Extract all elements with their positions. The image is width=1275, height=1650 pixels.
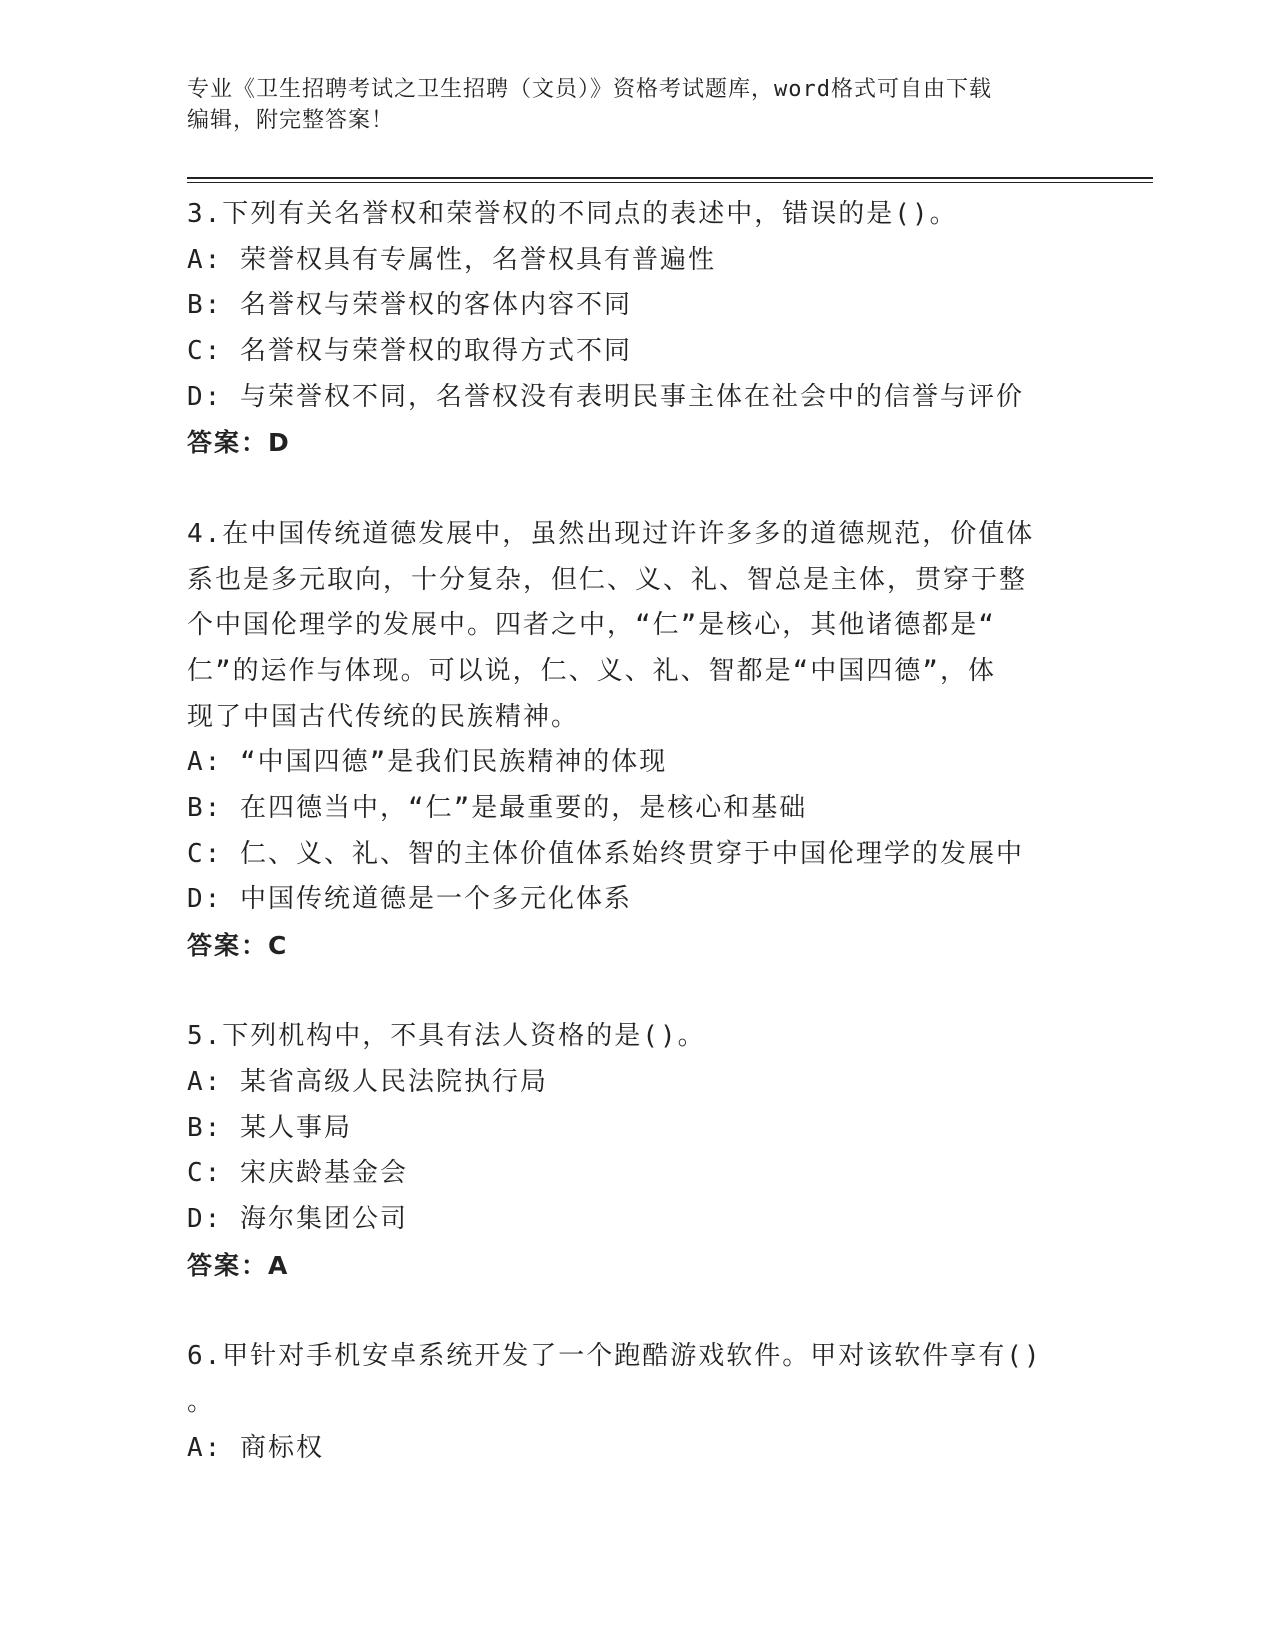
answer-line: 答案：D (187, 428, 291, 458)
option-a: A: 某省高级人民法院执行局 (187, 1067, 548, 1098)
question-block (187, 1334, 1067, 1471)
stem-line: 。 (187, 1386, 216, 1417)
header-rule-thin (187, 182, 1153, 183)
stem-line: 现了中国古代传统的民族精神。 (187, 701, 580, 732)
document-header (187, 74, 1067, 136)
question-spacer (187, 1289, 1067, 1335)
stem-line: 3.下列有关名誉权和荣誉权的不同点的表述中，错误的是()。 (187, 199, 958, 229)
header-line-1: 专业《卫生招聘考试之卫生招聘（文员）》资格考试题库，word格式可自由下载 (187, 77, 992, 102)
stem-line: 个中国伦理学的发展中。四者之中，“仁”是核心，其他诸德都是“ (187, 610, 996, 641)
answer-line: 答案：A (187, 1250, 290, 1280)
option-d: D: 海尔集团公司 (187, 1204, 408, 1235)
option-c: C: 仁、义、礼、智的主体价值体系始终贯穿于中国伦理学的发展中 (187, 838, 1024, 869)
answer-line: 答案：C (187, 931, 289, 960)
question-spacer (187, 466, 1067, 512)
option-c: C: 宋庆龄基金会 (187, 1158, 408, 1189)
option-a: A: 商标权 (187, 1432, 324, 1463)
stem-line: 6.甲针对手机安卓系统开发了一个跑酷游戏软件。甲对该软件享有() (187, 1341, 1042, 1372)
option-c: C: 名誉权与荣誉权的取得方式不同 (187, 336, 632, 367)
question-stem (187, 1014, 1067, 1060)
stem-line: 系也是多元取向，十分复杂，但仁、义、礼、智总是主体，贯穿于整 (187, 564, 1028, 595)
stem-line: 5.下列机构中，不具有法人资格的是()。 (187, 1021, 706, 1052)
option-a: A: 荣誉权具有专属性，名誉权具有普遍性 (187, 244, 716, 275)
question-stem (187, 512, 1067, 740)
header-rule-thick (187, 177, 1153, 179)
question-block (187, 512, 1067, 969)
stem-line: 4.在中国传统道德发展中，虽然出现过许许多多的道德规范，价值体 (187, 518, 1035, 549)
option-d: D: 与荣誉权不同，名誉权没有表明民事主体在社会中的信誉与评价 (187, 381, 1024, 412)
header-line-2: 编辑，附完整答案！ (187, 108, 395, 133)
question-stem (187, 1334, 1067, 1425)
option-b: B: 某人事局 (187, 1112, 352, 1143)
option-b: B: 在四德当中，“仁”是最重要的，是核心和基础 (187, 792, 808, 823)
question-block (187, 192, 1067, 466)
option-b: B: 名誉权与荣誉权的客体内容不同 (187, 290, 632, 321)
question-stem (187, 192, 1067, 238)
question-spacer (187, 969, 1067, 1015)
question-list (187, 192, 1067, 1471)
option-d: D: 中国传统道德是一个多元化体系 (187, 884, 632, 915)
option-a: A: “中国四德”是我们民族精神的体现 (187, 747, 668, 778)
stem-line: 仁”的运作与体现。可以说，仁、义、礼、智都是“中国四德”，体 (187, 655, 996, 686)
question-block (187, 1014, 1067, 1288)
